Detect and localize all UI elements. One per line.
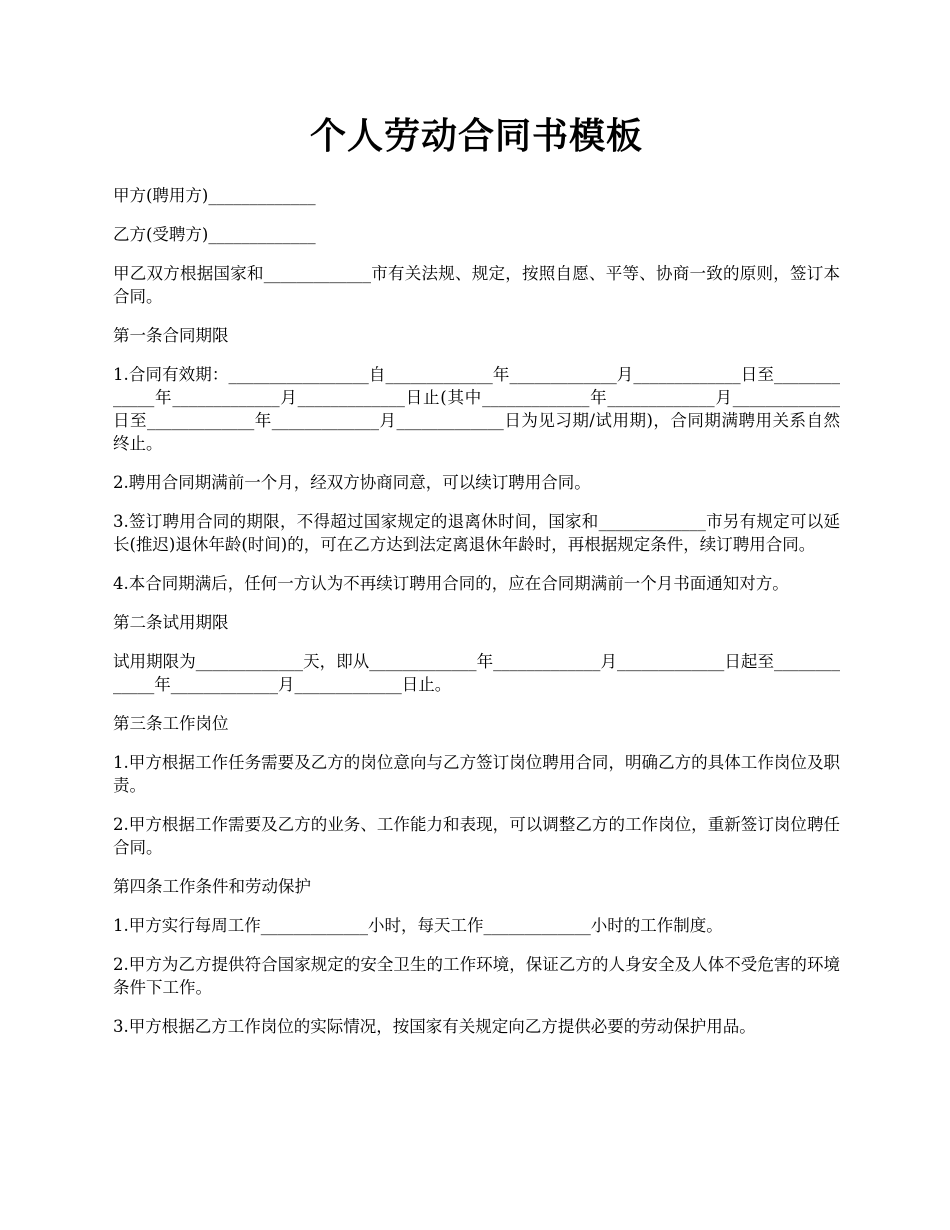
article-1-clause-1: 1.合同有效期：_________________自_____________年_____________月_____________日至_____________年_____________月_____________日止(其中_____________年_____________月_____________日至_____________年_____________月_____________日为见习期/试用期)，合同期满聘用关系自然终止。 [113, 365, 840, 453]
article-1-heading: 第一条合同期限 [113, 326, 229, 345]
article-4-clause-2: 2.甲方为乙方提供符合国家规定的安全卫生的工作环境，保证乙方的人身安全及人体不受危害的环境条件下工作。 [113, 955, 840, 997]
article-2-heading: 第二条试用期限 [113, 613, 229, 632]
article-3-clause-2: 2.甲方根据工作需要及乙方的业务、工作能力和表现，可以调整乙方的工作岗位，重新签订岗位聘任合同。 [113, 815, 840, 857]
article-4-clause-3: 3.甲方根据乙方工作岗位的实际情况，按国家有关规定向乙方提供必要的劳动保护用品。 [113, 1017, 756, 1036]
article-4-heading: 第四条工作条件和劳动保护 [113, 877, 311, 896]
article-1-clause-4: 4.本合同期满后，任何一方认为不再续订聘用合同的，应在合同期满前一个月书面通知对方。 [113, 574, 789, 593]
party-b-line: 乙方(受聘方)_____________ [113, 225, 316, 244]
preamble: 甲乙双方根据国家和_____________市有关法规、规定，按照自愿、平等、协商一致的原则，签订本合同。 [113, 264, 840, 306]
article-2-clause: 试用期限为_____________天，即从_____________年_____________月_____________日起至_____________年_____________月_____________日止。 [113, 652, 840, 694]
article-1-clause-2: 2.聘用合同期满前一个月，经双方协商同意，可以续订聘用合同。 [113, 473, 591, 492]
article-1-clause-3: 3.签订聘用合同的期限，不得超过国家规定的退离休时间，国家和_____________市另有规定可以延长(推迟)退休年龄(时间)的，可在乙方达到法定离退休年龄时，再根据规定条件，续订聘用合同。 [113, 512, 840, 554]
article-4-clause-1: 1.甲方实行每周工作_____________小时，每天工作_____________小时的工作制度。 [113, 916, 723, 935]
article-3-clause-1: 1.甲方根据工作任务需要及乙方的岗位意向与乙方签订岗位聘用合同，明确乙方的具体工作岗位及职责。 [113, 753, 840, 795]
document-title: 个人劳动合同书模板 [309, 115, 643, 157]
article-3-heading: 第三条工作岗位 [113, 714, 229, 733]
party-a-line: 甲方(聘用方)_____________ [113, 186, 316, 205]
document-page [113, 112, 840, 1054]
